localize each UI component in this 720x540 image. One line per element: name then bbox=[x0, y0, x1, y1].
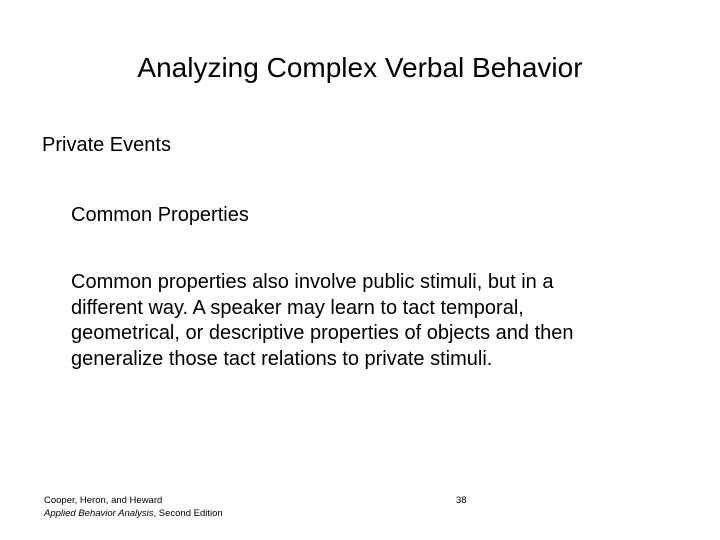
footer-citation bbox=[44, 495, 223, 520]
body-line: generalize those tact relations to private stimuli. bbox=[71, 347, 493, 370]
slide-title: Analyzing Complex Verbal Behavior bbox=[137, 52, 583, 83]
body-line: Common properties also involve public stimuli, but in a bbox=[71, 271, 554, 293]
bullet-subheading: Common Properties bbox=[71, 204, 249, 226]
bullet-heading: Private Events bbox=[42, 134, 171, 156]
page-number: 38 bbox=[456, 495, 467, 506]
footer-edition: , Second Edition bbox=[153, 507, 223, 519]
body-line: different way. A speaker may learn to tact temporal, bbox=[71, 296, 524, 319]
body-line: geometrical, or descriptive properties of objects and then bbox=[71, 322, 574, 344]
footer-book bbox=[44, 508, 223, 521]
footer-authors: Cooper, Heron, and Heward bbox=[44, 495, 163, 506]
footer-book-title: Applied Behavior Analysis bbox=[44, 507, 154, 519]
body-paragraph bbox=[71, 270, 691, 372]
